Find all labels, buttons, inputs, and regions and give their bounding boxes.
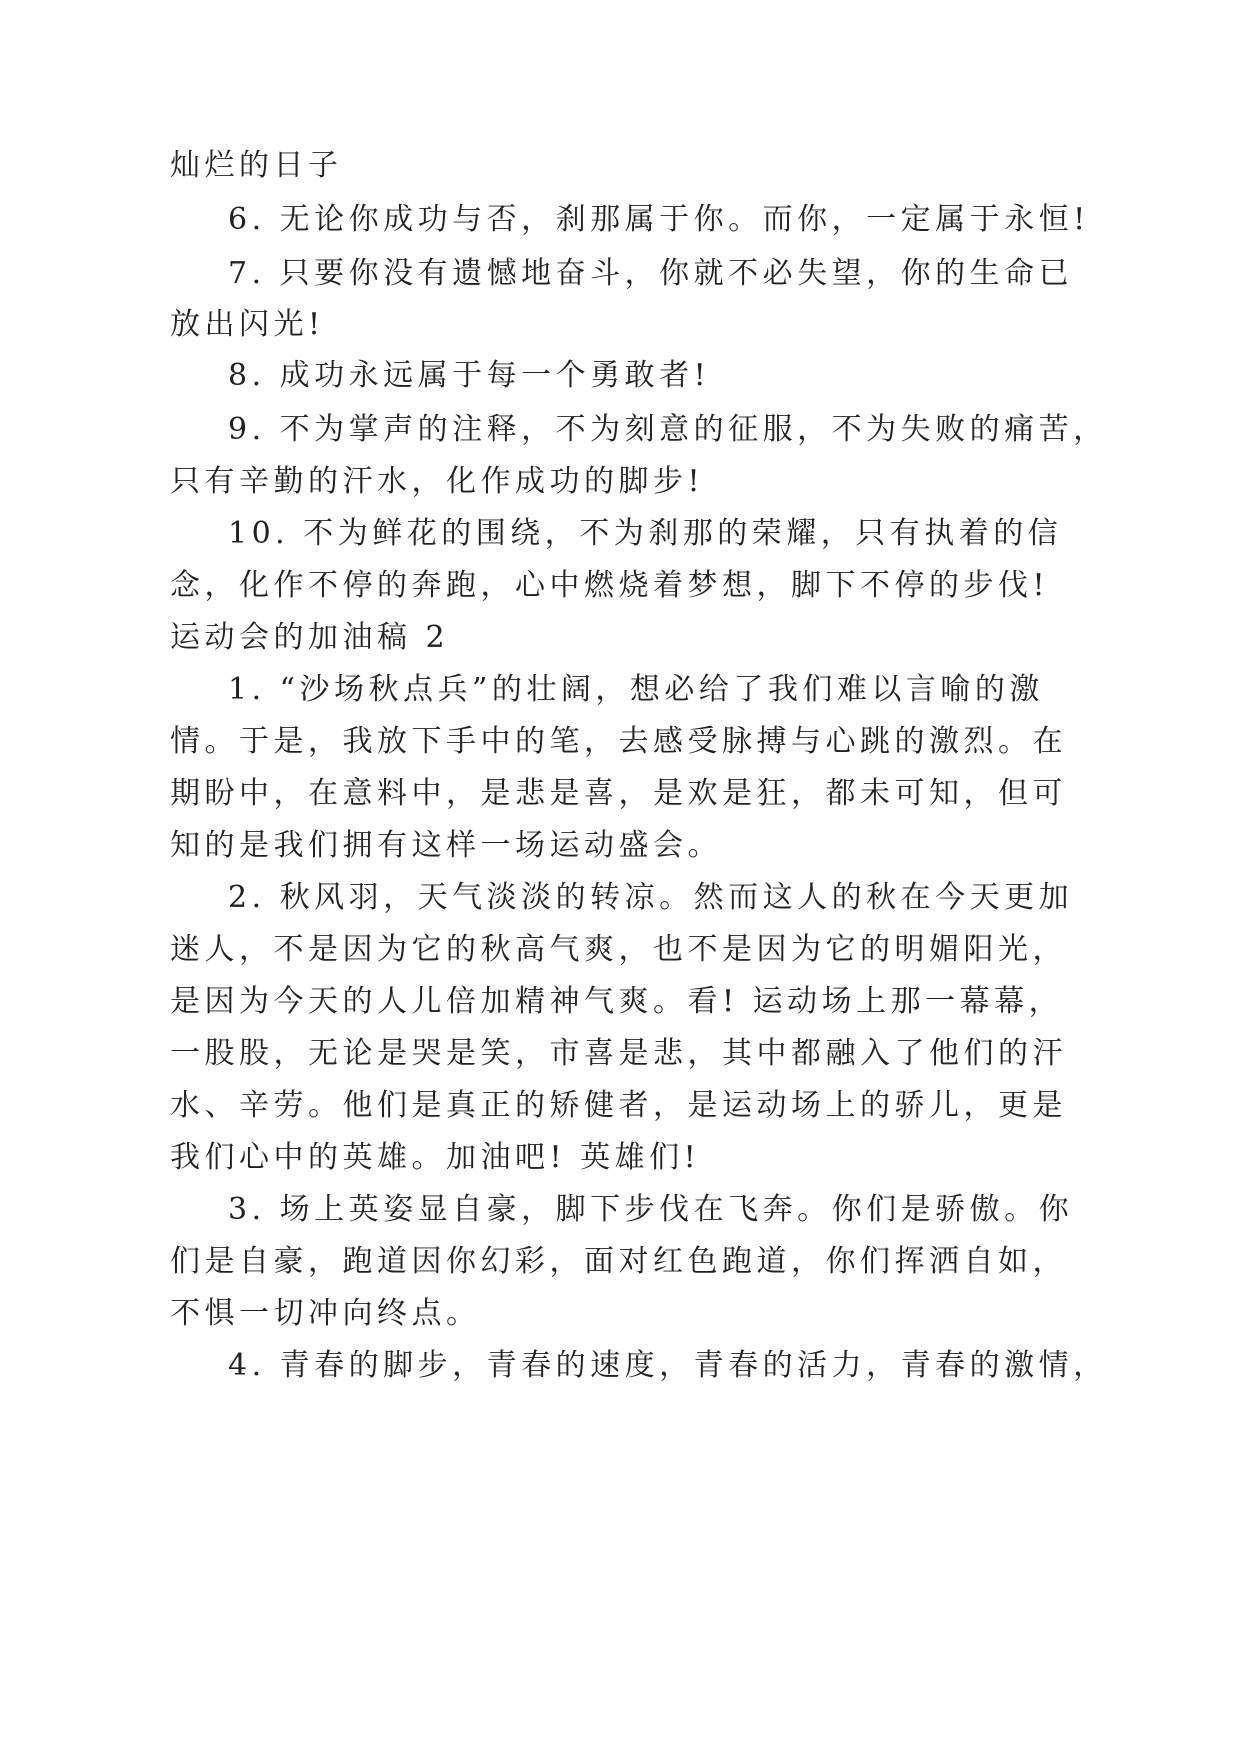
text-line: 情。于是，我放下手中的笔，去感受脉搏与心跳的激烈。在 <box>170 724 1067 759</box>
text-line: 不惧一切冲向终点。 <box>170 1296 481 1331</box>
text-line: 期盼中，在意料中，是悲是喜，是欢是狂，都未可知，但可 <box>170 776 1067 811</box>
text-line: 只有辛勤的汗水，化作成功的脚步! <box>170 464 705 499</box>
list-item: 1. “沙场秋点兵”的壮阔，想必给了我们难以言喻的激 <box>228 672 1044 707</box>
list-item: 2. 秋风羽，天气淡淡的转凉。然而这人的秋在今天更加 <box>228 880 1074 915</box>
text-line: 知的是我们拥有这样一场运动盛会。 <box>170 828 722 863</box>
text-line: 们是自豪，跑道因你幻彩，面对红色跑道，你们挥洒自如， <box>170 1244 1067 1279</box>
text-line: 迷人，不是因为它的秋高气爽，也不是因为它的明媚阳光， <box>170 932 1067 967</box>
list-item: 4. 青春的脚步，青春的速度，青春的活力，青春的激情， <box>228 1348 1108 1383</box>
text-line: 念，化作不停的奔跑，心中燃烧着梦想，脚下不停的步伐! <box>170 568 1050 603</box>
text-line: 我们心中的英雄。加油吧! 英雄们! <box>170 1140 701 1175</box>
text-line: 一股股，无论是哭是笑，市喜是悲，其中都融入了他们的汗 <box>170 1036 1067 1071</box>
text-line: 灿烂的日子 <box>170 148 343 183</box>
text-line: 是因为今天的人儿倍加精神气爽。看! 运动场上那一幕幕， <box>170 984 1064 1019</box>
section-heading: 运动会的加油稿 2 <box>170 620 450 655</box>
list-item: 7. 只要你没有遗憾地奋斗，你就不必失望，你的生命已 <box>228 256 1074 291</box>
text-line: 水、辛劳。他们是真正的矫健者，是运动场上的骄儿，更是 <box>170 1088 1067 1123</box>
text-line: 放出闪光! <box>170 307 325 342</box>
list-item: 6. 无论你成功与否，刹那属于你。而你，一定属于永恒! <box>228 202 1090 237</box>
list-item: 10. 不为鲜花的围绕，不为刹那的荣耀，只有执着的信 <box>228 516 1063 551</box>
list-item: 9. 不为掌声的注释，不为刻意的征服，不为失败的痛苦， <box>228 412 1108 447</box>
list-item: 8. 成功永远属于每一个勇敢者! <box>228 358 711 393</box>
list-item: 3. 场上英姿显自豪，脚下步伐在飞奔。你们是骄傲。你 <box>228 1192 1074 1227</box>
